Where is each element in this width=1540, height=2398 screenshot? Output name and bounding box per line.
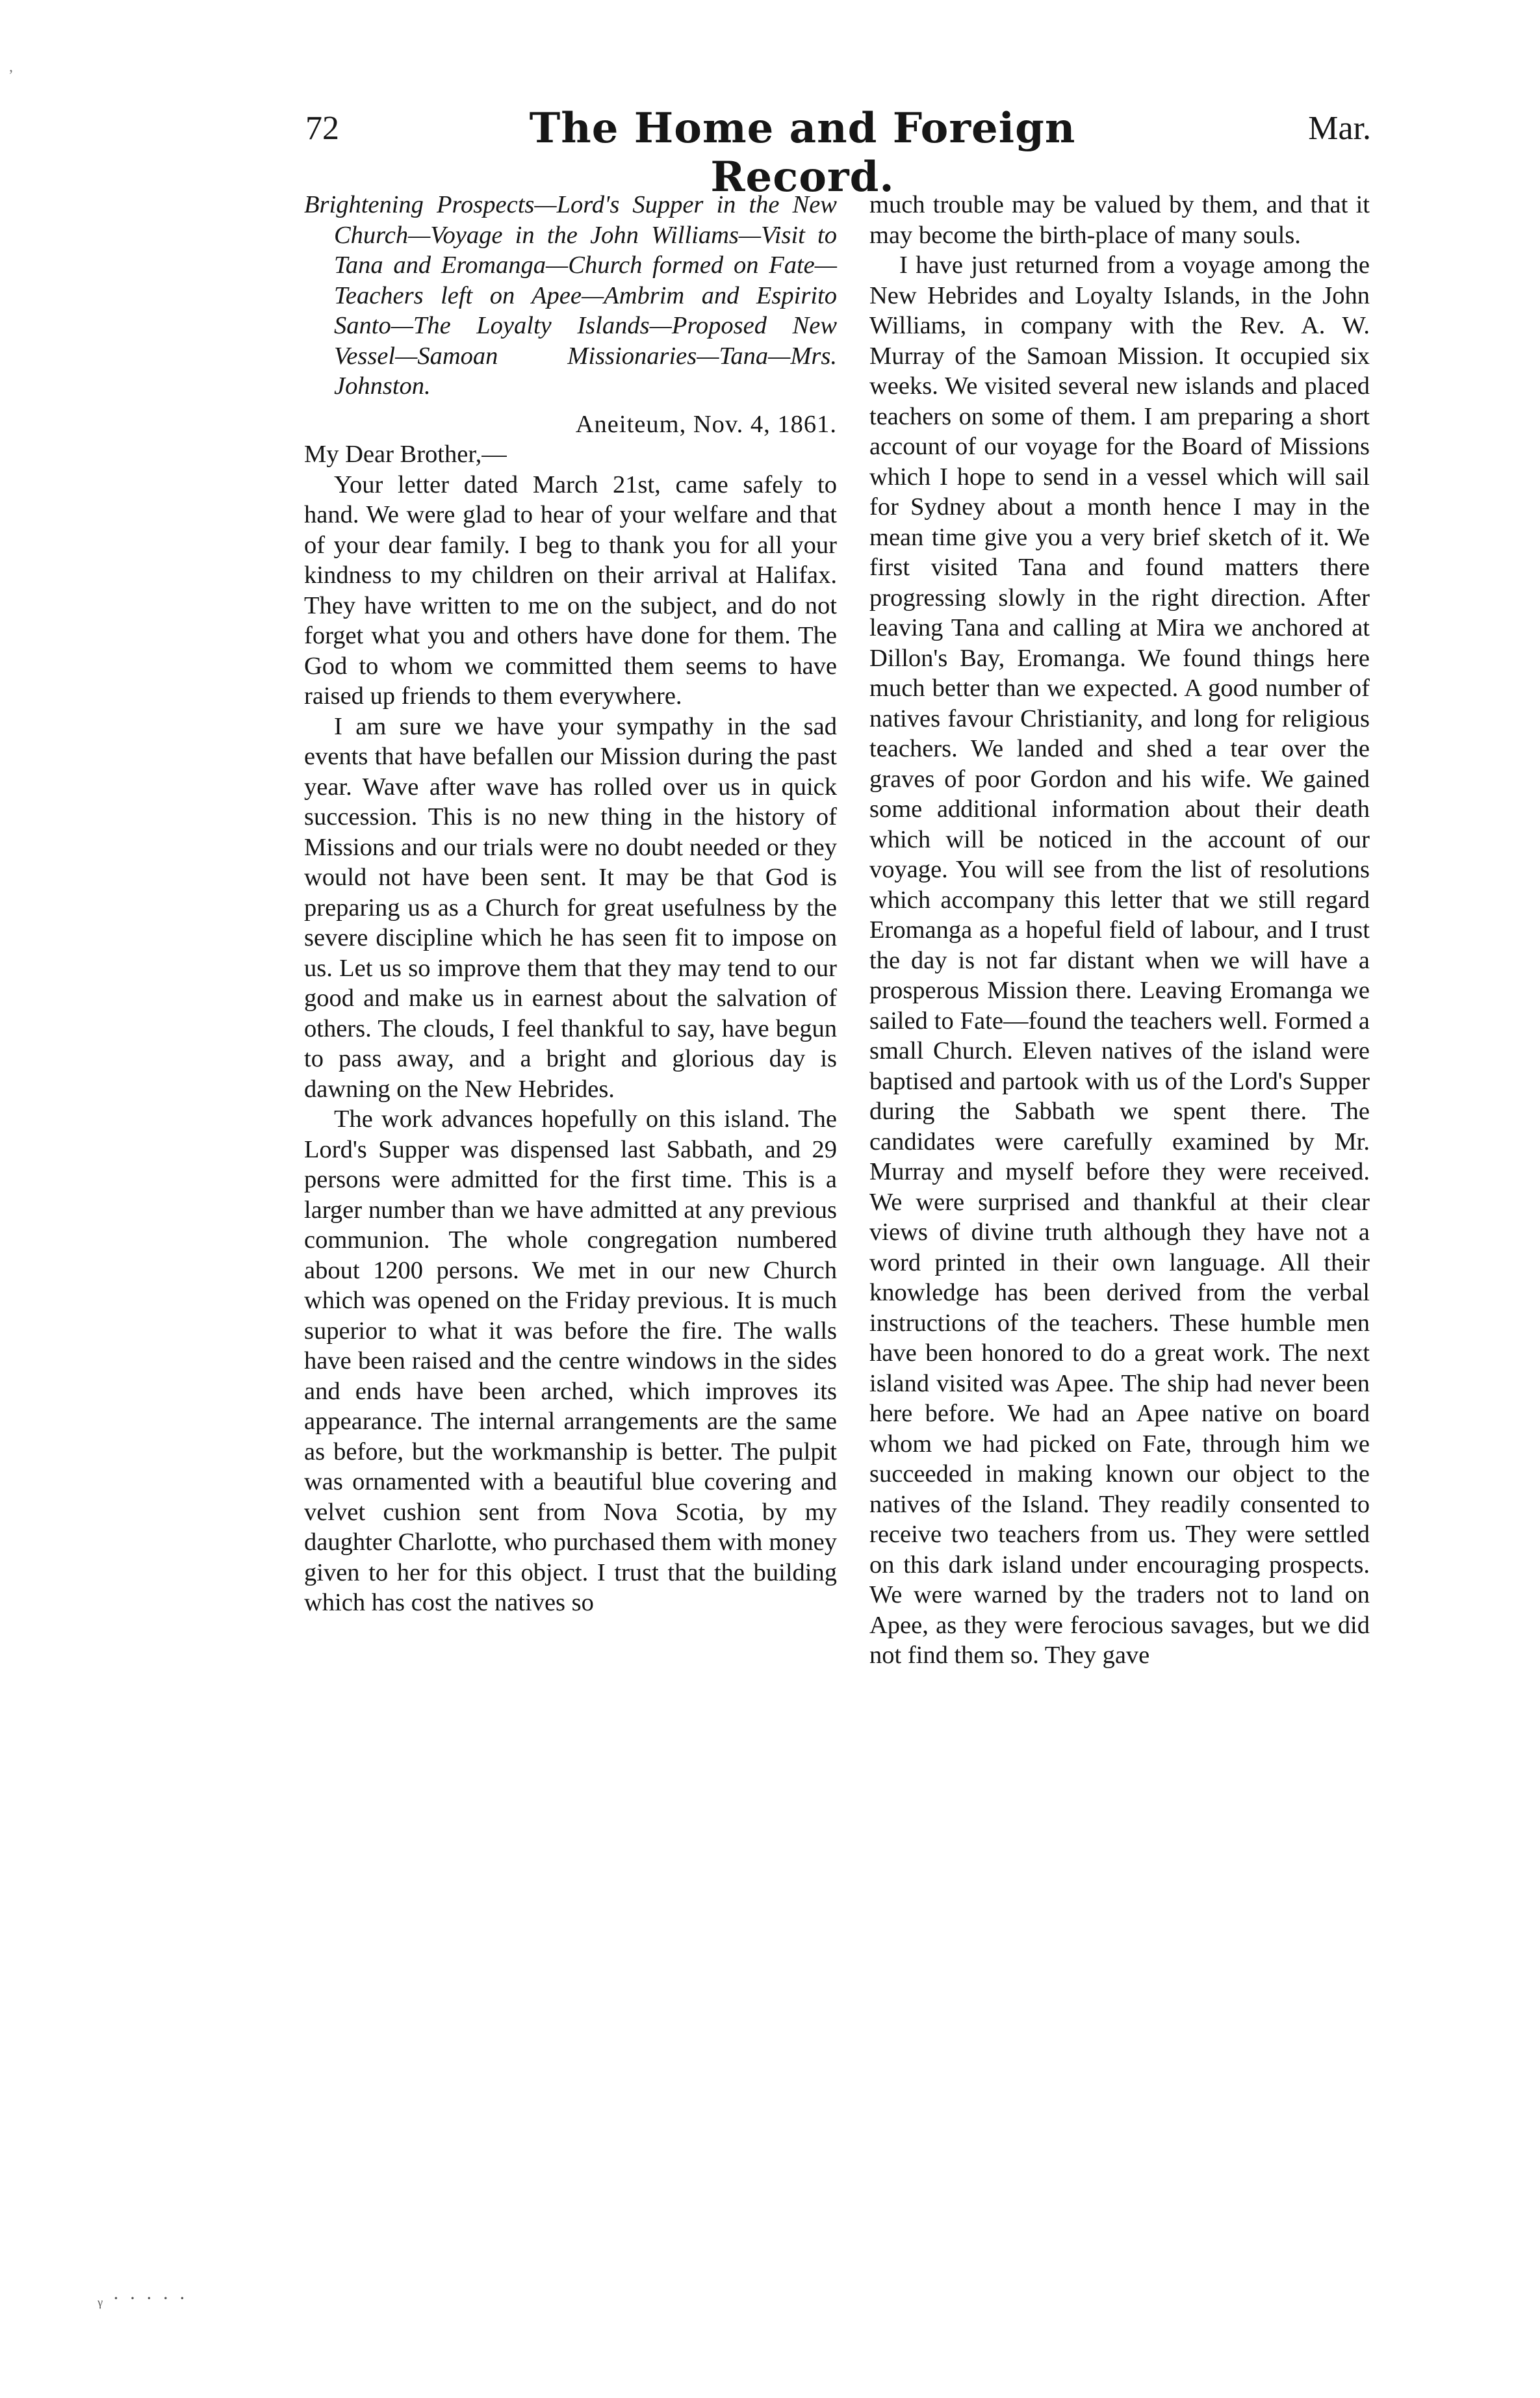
paragraph: The work advances hopefully on this island. The Lord's Supper was dispensed last Sabbath, and 29 persons were admitted for the first time. This is a larger number than we have admitted at any previous communion. The whole congregation numbered about 1200 persons. We met in our new Church which was opened on the Friday previous. It is much superior to what it was before the fire. The walls have been raised and the centre windows in the sides and ends have been arched, which improves its appearance. The internal arrangements are the same as before, but the workmanship is better. The pulpit was ornamented with a beautiful blue covering and velvet cushion sent from Nova Scotia, by my daughter Charlotte, who purchased them with money given to her for this object. I trust that the building which has cost the natives so [304,1105,837,1616]
paragraph: I have just returned from a voyage among the New Hebrides and Loyalty Islands, in the John Williams, in company with the Rev. A. W. Murray of the Samoan Mission. It occupied six weeks. We visited several new islands and placed teachers on some of them. I am preparing a short account of our voyage for the Board of Missions which I hope to send in a vessel which will sail for Sydney about a month hence I may in the mean time give you a very brief sketch of it. We first visited Tana and found matters there progressing slowly in the right direction. After leaving Tana and calling at Mira we anchored at Dillon's Bay, Eromanga. We found things here much better than we expected. A good number of natives favour Christianity, and long for religious teachers. We landed and shed a tear over the graves of poor Gordon and his wife. We gained some additional information about their death which will be noticed in the account of our voyage. You will see from the list of resolutions which accompany this letter that we still regard Eromanga as a hopeful field of labour, and I trust the day is not far distant when we will have a prosperous Mission there. Leaving Eromanga we sailed to Fate—found the teachers well. Formed a small Church. Eleven natives of the island were baptised and partook with us of the Lord's Supper during the Sabbath we spent there. The candidates were carefully examined by Mr. Murray and myself before they were received. We were surprised and thankful at their clear views of divine truth although they have not a word printed in their own language. All their knowledge has been derived from the verbal instructions of the teachers. These humble men have been honored to do a great work. The next island visited was Apee. The ship had never been here before. We had an Apee native on board whom we had picked on Fate, through him we succeeded in making known our object to the natives of the Island. They readily consented to receive two teachers from us. They were settled on this dark island under encouraging prospects. We were warned by the traders not to land on Apee, as they were ferocious savages, but we did not find them so. They gave [869,251,1370,1669]
scan-bottom-marks: ᵧ · · · · · [97,2288,188,2309]
left-column [304,190,837,1618]
page-header [0,0,1540,201]
dateline: Aneiteum, Nov. 4, 1861. [575,410,837,438]
issue-month: Mar. [1308,110,1371,147]
paragraph: much trouble may be valued by them, and that it may become the birth-place of many souls. [869,191,1370,249]
paragraph: I am sure we have your sympathy in the sad events that have befallen our Mission during the past year. Wave after wave has rolled over us in quick succession. This is no new thing in the history of Missions and our trials were no doubt needed or they would not have been sent. It may be that God is preparing us as a Church for great usefulness by the severe discipline which he has seen fit to impose on us. Let us so improve them that they may tend to our good and make us in earnest about the salvation of others. The clouds, I feel thankful to say, have begun to pass away, and a bright and glorious day is dawning on the New Hebrides. [304,712,837,1103]
scan-edge-mark: , [9,58,13,75]
running-title: The Home and Foreign Record. [529,104,1076,201]
salutation: My Dear Brother,— [304,441,507,468]
right-column [869,190,1370,1671]
page-number: 72 [305,110,339,147]
article-summary: Brightening Prospects—Lord's Supper in the New Church—Voyage in the John Williams—Visit to Tana and Eromanga—Church formed on Fate—Teachers left on Apee—Ambrim and Espirito Santo—The Loyalty Islands—Proposed New Vessel—Samoan Missionaries—Tana—Mrs. Johnston. [304,191,837,400]
paragraph: Your letter dated March 21st, came safely to hand. We were glad to hear of your welfare and that of your dear family. I beg to thank you for all your kindness to my children on their arrival at Halifax. They have written to me on the subject, and do not forget what you and others have done for them. The God to whom we committed them seems to have raised up friends to them everywhere. [304,471,837,710]
